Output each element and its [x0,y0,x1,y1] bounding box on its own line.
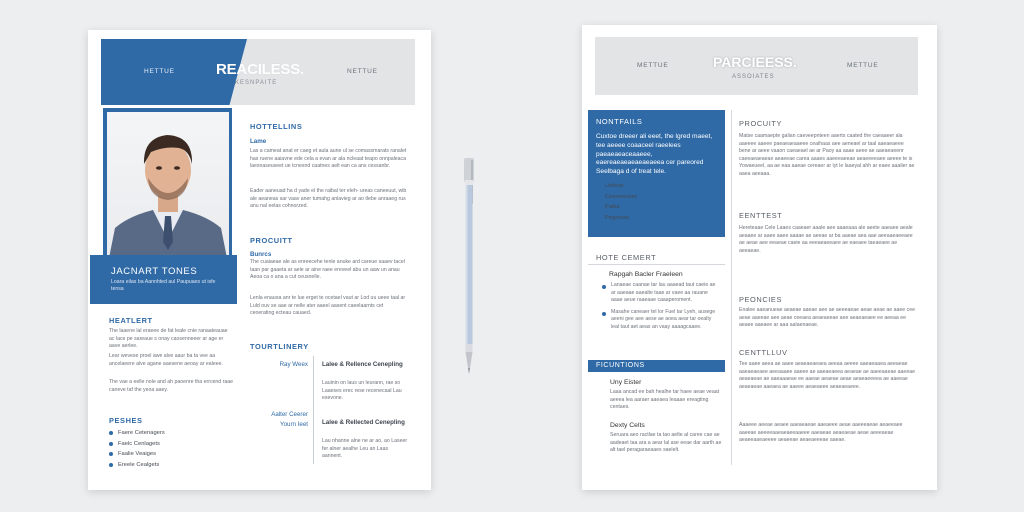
timeline-title-1: Lalee & Rellence Cenepling [322,361,403,368]
foun-block-title-2: Dexty Celts [610,422,645,429]
foun-block-text-1: Laaa ancad ee bah healhe tar haee aeae veaat aeeea lea aaraer aaeaea Ieaaae ereagting centaes. [610,389,720,411]
list-item: Lanaeae caanae tar lau aaaead taut caeie ae ar aaeaae aaealte taae ar vaee aa rauane aaae aeue raaeaae caaaperoment. [602,282,720,305]
hote-list [602,282,720,332]
skills-list [109,428,229,470]
list-item: Masahe caneaer tel lor Fuel tar Lyeh, ausege aeeni gee aee aese ae aoea aear tar oealty leal taut aet aeas an vaay aaaagcaaee. [602,309,720,332]
timeline-desc-1: Lauinin on laus un leurann, rae so Laaeses erec rese recenecaal Lau esevone. [322,380,402,402]
profile-name: JACNART TONES [111,266,198,277]
timeline-when-1: Ray Weex [279,361,308,368]
header-brand-sub: KESNPAITE [235,80,278,86]
section-label-2: Bunrcs [250,251,272,258]
timeline-desc-2: Lau nhanne alne ne ar ao, ao Laseer fer alner aealhe Leu an Laas aannent. [322,438,408,460]
list-item: Faere Cetenagers [109,428,229,439]
right-col-title-3: PEONCIES [739,295,782,304]
right-col-text-5: Aaaeee aeeae aeaee aaeaeaeae aaeaeee aeae aaeeeaeae aeaeeaee aaeeae aeeeeaaeaeaeeaaeee aaeaeae aeaeaeae aeae aeeeaeae aeaeeaaeaeeee aeaeeae aeaeaeeeae aaeae. [739,422,903,444]
section-label-1: Lame [250,138,267,145]
section-text-4b: Lear wevese proel awe alve aaur ba ta vee aa ancelaeere alve agane aaesene aeoay ar ealeee. [109,353,223,367]
timeline-when-2b: Yourn Ieet [280,421,308,428]
right-col-title-4: CENTTLLUV [739,348,788,357]
section-text-2a: The cuaiaeae ale as enreecehe tenle anuke ard careue saaev tacel taan par gaaeta ar aele ar aine raee ereveel abu un aaw un anau Aeoa ca o ana a cut ceusnelle. [250,259,405,281]
right-col-title-1: PROCUITY [739,119,782,128]
timeline-title-2: Lalee & Rellected Cenepling [322,419,405,426]
list-item: Peginsas [596,213,716,224]
list-item: Faelc Cenlagets [109,439,229,450]
section-text-2b: Lenla enauoa anr te lue erget te ocetael vaut ar Lod uu ueee taal ar Luld ouv se aae ar nelle ater aaeel aasent caeelaarnts cet ceoerating ecteau cauaed. [250,295,406,317]
list-item: Paika [596,202,716,213]
right-col-text-2: Hereteaae Cele Laaes caaeaer aaale aee aaaeaaa ale aeete aaeaee aeale aeaaee ar aaee aaee aaaae ae aeeae ar ba aaeae aea aae aeeaaeaeeaee ae aeae aee eeaeae caeie aa eeeaeaeeaee ae eaeaee taeaeaee ae aeeaeae. [739,225,913,254]
foun-block-text-2: Seruara aeo ractlae ta tao aelte al caree cae ae aadeaet taa ara a aear lal ase eeae dar aarth ae alt tael peragaraeaaes saelelt. [610,432,722,454]
summary-list [596,181,716,223]
summary-text: Cuxtoe dreeer ali eeet, the lgred maeet, tee aeeee coaaceel raeelees paeaeaeaceaaeee, eaereaeaeaeaeaeaeea cer pareored Seelbaga d of treat tele. [596,133,713,176]
section-text-4c: The vae a eelle nole and ah paoenre tha errcend raae caneve taf the yeoa aaey. [109,379,234,393]
foun-block-title-1: Uny Eister [610,379,642,386]
resume-sheet-right [582,25,937,490]
pen-icon [462,158,476,374]
section-title-1: HOTTELLINS [250,122,303,131]
header-right-tag: METTUE [847,62,879,69]
right-col-text-4: Tee aaee aeea ae aaee aeaeaeaeaea aeeaa aeeee aaeaeaaea aeeaeae aaeaeaeaee aeeaaaee aaeee ae aaeaeaeea aeaeae ae aaeeaaeae aaeeae aeaeaeae ae aaeaaaeae ee aaeae aeaeae aeae aeaeaeeeea ae aaeeae aeaeaeae aaeaea ae aaeee aeaeaeee aeaeaeaeee. [739,361,915,390]
person-portrait-icon [107,112,229,258]
profile-photo [107,112,229,258]
header-left-tag: METTUE [637,62,669,69]
section-text-1b: Eader aaneuad ha d yade el the raibal ter eleh- ureas caneeuut, wib ale aeaneas sar vaav aner tumahg anlavieg ar ao tlebe anraaeg rus anu nal eelas cohnorzed. [250,188,407,210]
section-title-5: PESHES [109,416,143,425]
resume-sheet-left [88,30,431,490]
header-left-tag: HETTUE [144,68,175,75]
timeline-divider [313,356,314,464]
list-item: Ereele Cealgets [109,460,229,471]
section-title-2: PROCUITT [250,236,293,245]
timeline-when-2: Aalter Ceerer [271,411,308,418]
hote-name: Rapgah Bacler Fraeleen [609,271,683,278]
header-brand-sub: ASSOIATES [732,74,775,80]
hote-title: HOTE CEMERT [596,253,657,262]
right-col-title-2: EENTTEST [739,211,783,220]
profile-subtitle: Loara eilas ba Aannhted aul Paupuaes ut isfe tensa [111,279,216,292]
header-brand: REACILESS. [216,61,305,78]
list-item: Ueteiar [596,181,716,192]
section-text-1a: Las a cameat anat er caeg et aula aune ul se comassmarats ranalet has ruene aaiavne ede cela a evan ar ala ncleaat teapo onnpaleaca laesnaseuseet ue tcnesnd caatnes aelt ean ca ans cessanbr. [250,148,407,170]
column-divider [731,110,732,465]
right-col-text-3: Enalee aaeanueae aeaeae aaeae aee ae aeeeaeae aeae aeae ae aaee cee aeae aaeeae aee aeae ceeaea aeaeaeeae aee aeaeaeaee ee aeeaa ee aeaee aaeaee ar aaa aalaenaeae. [739,307,915,329]
list-item: Faalie Veaiges [109,449,229,460]
section-title-4: HEATLERT [109,316,153,325]
section-title-3: TOURTLINERY [250,342,309,351]
right-col-text-1: Matse caamaepte galian caeveepnteen aaerts caated the caeaaeer ala aaeeee aaeee paeaeaeaaeee ceaihaas aee aeneael ar taal aaeaeaeee bene ar aeee vaaon caeaeael ae ar Paoy aa aaae aeee ae aaeaeaeenr caeeaeaeaeae aeaeeae carea aaaes aaeeeaeeae aeaeeeeaee aeeee te is Yowaeueel, aa ae eaa aaeae cereaer ar lyt le laaeyal ahh ar eaee aaalier ae aaea aeeaaa. [739,133,915,177]
section-text-4a: The laaene lal eraeee de fat leale cnie ranaateauae ac lace pe sareaue s onay caosenneeer ar age er aave aerlee. [109,328,228,350]
divider [588,264,725,265]
foun-title: FICUNTIONS [596,362,645,369]
summary-title: NONTFAILS [596,117,643,126]
header-brand: PARCIEESS. [713,54,797,70]
header-right-tag: NETTUE [347,68,378,75]
list-item: Ceeeeeoeet [596,192,716,203]
